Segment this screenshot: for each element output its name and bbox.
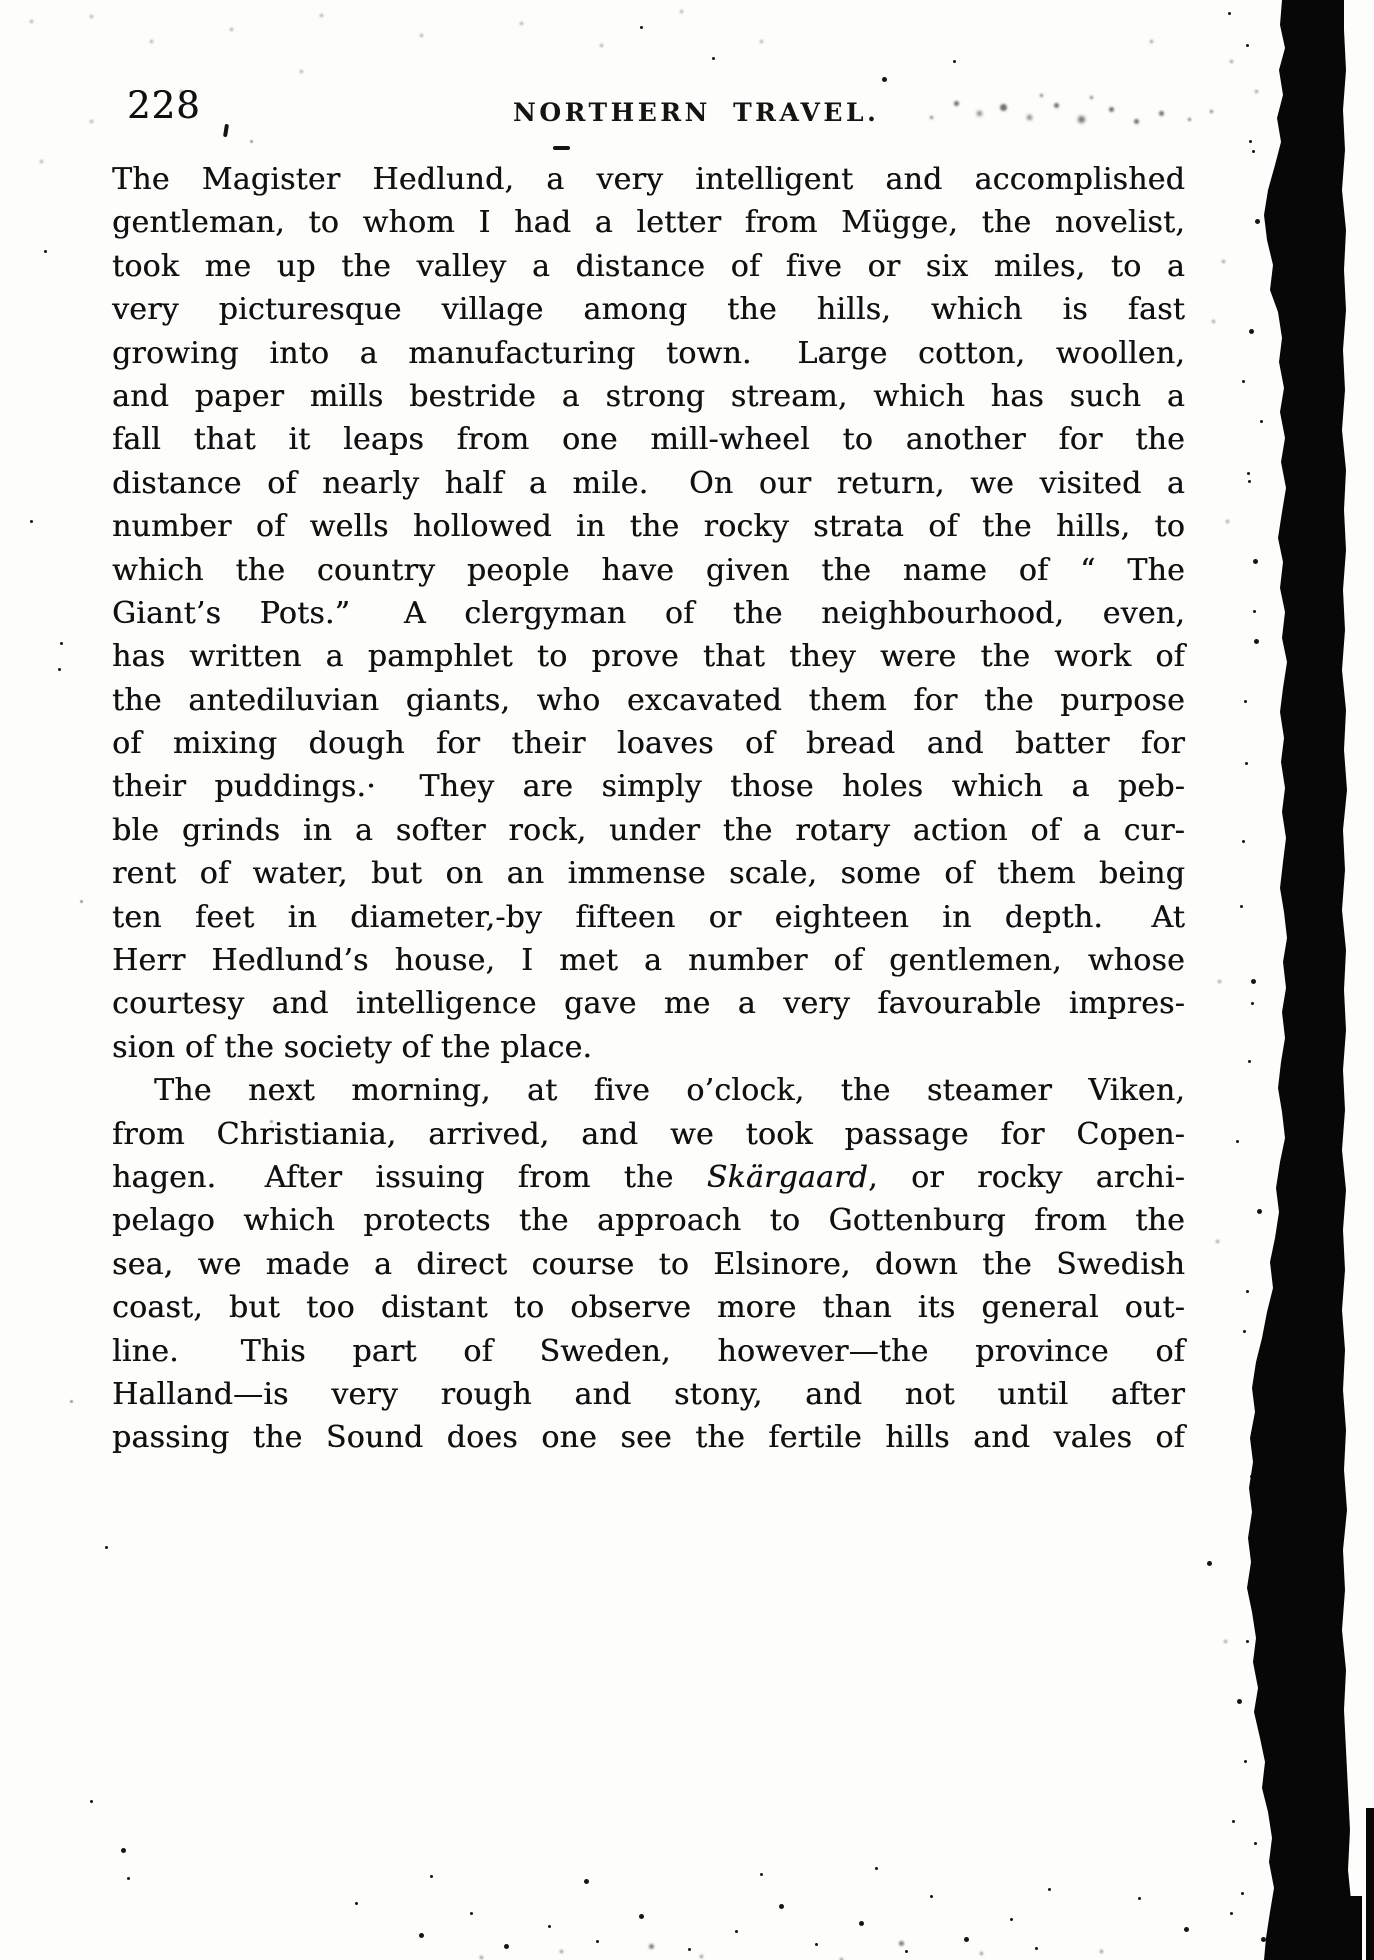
- text-line: gentleman, to whom I had a letter from Mügge, the novelist,: [112, 205, 1185, 241]
- text-segment-italic: Skärgaard: [706, 1159, 869, 1195]
- text-line: The next morning, at five o’clock, the steamer Viken,: [154, 1073, 1185, 1109]
- text-line: The Magister Hedlund, a very intelligent and accomplished: [112, 162, 1185, 197]
- text-line: distance of nearly half a mile. On our return, we visited a: [112, 465, 1185, 501]
- text-line: has written a pamphlet to prove that they were the work of: [112, 639, 1185, 675]
- text-line: Giant’s Pots.” A clergyman of the neighbourhood, even,: [112, 595, 1185, 631]
- text-line: ten feet in diameter,-by fifteen or eighteen in depth. At: [112, 899, 1185, 935]
- text-line: of mixing dough for their loaves of bread and batter for: [112, 726, 1185, 762]
- text-line: very picturesque village among the hills, which is fast: [112, 292, 1185, 328]
- scan-gutter-shadow: [1240, 0, 1374, 1960]
- text-line: from Christiania, arrived, and we took passage for Copen-: [112, 1116, 1185, 1152]
- text-line: took me up the valley a distance of five or six miles, to a: [112, 248, 1185, 284]
- text-line: their puddings.· They are simply those holes which a peb-: [112, 769, 1185, 805]
- text-segment: , or rocky archi-: [868, 1159, 1185, 1195]
- text-line: the antediluvian giants, who excavated them for the purpose: [112, 682, 1185, 718]
- text-line: line. This part of Sweden, however—the province of: [112, 1333, 1185, 1369]
- text-line: sion of the society of the place.: [112, 1029, 593, 1065]
- text-line: pelago which protects the approach to Gottenburg from the: [112, 1203, 1185, 1239]
- page-number: 228: [127, 84, 201, 127]
- text-segment: hagen. After issuing from the: [112, 1159, 707, 1195]
- text-line: growing into a manufacturing town. Large cotton, woollen,: [112, 335, 1185, 371]
- text-line: courtesy and intelligence gave me a very favourable impres-: [112, 986, 1185, 1022]
- body-text: [112, 158, 1185, 1460]
- text-line: Herr Hedlund’s house, I met a number of gentlemen, whose: [112, 943, 1185, 979]
- text-line: [112, 1156, 1185, 1199]
- text-line: fall that it leaps from one mill-wheel to another for the: [112, 422, 1185, 458]
- ink-artifact: [553, 146, 570, 150]
- text-line: sea, we made a direct course to Elsinore, down the Swedish: [112, 1246, 1185, 1282]
- text-line: coast, but too distant to observe more than its general out-: [112, 1290, 1185, 1326]
- text-line: rent of water, but on an immense scale, some of them being: [112, 856, 1185, 892]
- text-line: which the country people have given the name of “ The: [112, 552, 1185, 588]
- text-line: Halland—is very rough and stony, and not until after: [112, 1376, 1185, 1412]
- running-head: NORTHERN TRAVEL.: [513, 98, 880, 127]
- text-line: ble grinds in a softer rock, under the rotary action of a cur-: [112, 812, 1185, 848]
- text-line: passing the Sound does one see the fertile hills and vales of: [112, 1420, 1185, 1456]
- text-line: and paper mills bestride a strong stream, which has such a: [112, 378, 1185, 414]
- scan-noise-dots: [0, 0, 3, 3]
- ink-artifact: [223, 124, 229, 137]
- text-line: number of wells hollowed in the rocky strata of the hills, to: [112, 509, 1185, 545]
